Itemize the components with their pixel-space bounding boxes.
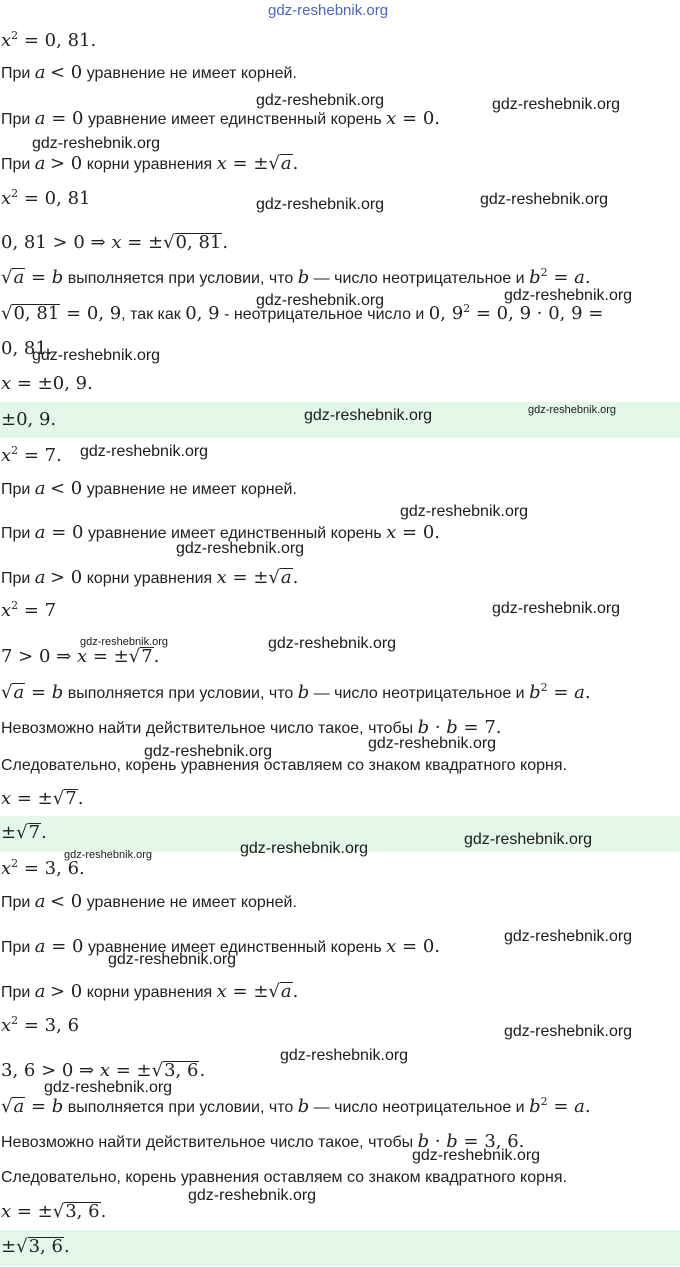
watermark: gdz-reshebnik.org — [280, 1047, 409, 1064]
answer-2: ±√7. — [1, 822, 47, 843]
watermark: gdz-reshebnik.org — [256, 196, 385, 213]
s3-pos-case: При a > 0 корни уравнения x = ±√a. — [1, 981, 299, 1002]
s1-zero-case: При a = 0 уравнение имеет единственный корень x = 0. — [1, 108, 441, 129]
s3-result: x = ±√3, 6. — [1, 1201, 107, 1222]
watermark: gdz-reshebnik.org — [504, 928, 633, 945]
s3-equation-repeat: $x^2 = 3$, 6 — [1, 1014, 80, 1036]
s1-check: √0, 81 = 0, 9, так как 0, 9 - неотрицательное число и 0, $9^2 = 0$, 9 · 0, 9 = — [1, 302, 604, 324]
s2-equation: $x^2 = 7$. — [1, 444, 62, 466]
watermark: gdz-reshebnik.org — [492, 96, 621, 113]
s1-neg-case: При a < 0 уравнение не имеет корней. — [1, 62, 297, 83]
watermark: gdz-reshebnik.org — [44, 1079, 173, 1096]
watermark: gdz-reshebnik.org — [412, 1147, 541, 1164]
s1-sqrt-condition: √a = b выполняется при условии, что b — число неотрицательное и $b^2 = a$. — [1, 266, 591, 288]
watermark: gdz-reshebnik.org — [176, 540, 305, 557]
s3-neg-case: При a < 0 уравнение не имеет корней. — [1, 891, 297, 912]
watermark-top: gdz-reshebnik.org — [268, 2, 389, 19]
s2-result: x = ±√7. — [1, 788, 84, 809]
watermark: gdz-reshebnik.org — [504, 1023, 633, 1040]
s3-roots: 3, 6 > 0 ⇒ x = ±√3, 6. — [1, 1060, 206, 1081]
s3-sqrt-condition: √a = b выполняется при условии, что b — число неотрицательное и $b^2 = a$. — [1, 1095, 591, 1117]
answer-1: ±0, 9. — [1, 409, 57, 430]
s2-equation-repeat: $x^2 = 7$ — [1, 599, 57, 621]
s2-roots: 7 > 0 ⇒ x = ±√7. — [1, 646, 160, 667]
s2-neg-case: При a < 0 уравнение не имеет корней. — [1, 478, 297, 499]
answer-3: ±√3, 6. — [1, 1236, 70, 1257]
s1-equation: $x^2 = 0$, 81. — [1, 29, 97, 51]
watermark: gdz-reshebnik.org — [108, 951, 237, 968]
watermark: gdz-reshebnik.org — [304, 407, 433, 424]
s3-zero-case: При a = 0 уравнение имеет единственный корень x = 0. — [1, 936, 441, 957]
watermark: gdz-reshebnik.org — [188, 1187, 317, 1204]
s3-impossible: Невозможно найти действительное число такое, чтобы b · b = 3, 6. — [1, 1131, 525, 1152]
s3-consequently: Следовательно, корень уравнения оставляем со знаком квадратного корня. — [1, 1169, 567, 1186]
watermark: gdz-reshebnik.org — [32, 347, 161, 364]
watermark: gdz-reshebnik.org — [400, 503, 529, 520]
s2-pos-case: При a > 0 корни уравнения x = ±√a. — [1, 567, 299, 588]
watermark: gdz-reshebnik.org — [268, 635, 397, 652]
watermark: gdz-reshebnik.org — [480, 191, 609, 208]
s3-equation: $x^2 = 3$, 6. — [1, 857, 85, 879]
watermark: gdz-reshebnik.org — [80, 636, 169, 648]
s1-check-cont: 0, 81. — [1, 338, 53, 359]
watermark: gdz-reshebnik.org — [240, 840, 369, 857]
s1-result: x = ±0, 9. — [1, 373, 93, 394]
watermark: gdz-reshebnik.org — [256, 292, 385, 309]
watermark: gdz-reshebnik.org — [256, 92, 385, 109]
watermark: gdz-reshebnik.org — [80, 443, 209, 460]
s2-impossible: Невозможно найти действительное число такое, чтобы b · b = 7. — [1, 717, 502, 738]
watermark: gdz-reshebnik.org — [464, 831, 593, 848]
s1-pos-case: При a > 0 корни уравнения x = ±√a. — [1, 153, 299, 174]
watermark: gdz-reshebnik.org — [144, 743, 273, 760]
watermark: gdz-reshebnik.org — [492, 600, 621, 617]
s2-zero-case: При a = 0 уравнение имеет единственный корень x = 0. — [1, 522, 441, 543]
watermark: gdz-reshebnik.org — [64, 849, 153, 861]
answer-3-box — [0, 1230, 680, 1266]
s2-consequently: Следовательно, корень уравнения оставляем со знаком квадратного корня. — [1, 757, 567, 774]
watermark: gdz-reshebnik.org — [32, 135, 161, 152]
watermark: gdz-reshebnik.org — [368, 735, 497, 752]
s1-equation-repeat: $x^2 = 0$, 81 — [1, 187, 91, 209]
watermark: gdz-reshebnik.org — [528, 404, 617, 416]
s2-sqrt-condition: √a = b выполняется при условии, что b — число неотрицательное и $b^2 = a$. — [1, 681, 591, 703]
watermark: gdz-reshebnik.org — [504, 287, 633, 304]
s1-roots: 0, 81 > 0 ⇒ x = ±√0, 81. — [1, 232, 229, 253]
